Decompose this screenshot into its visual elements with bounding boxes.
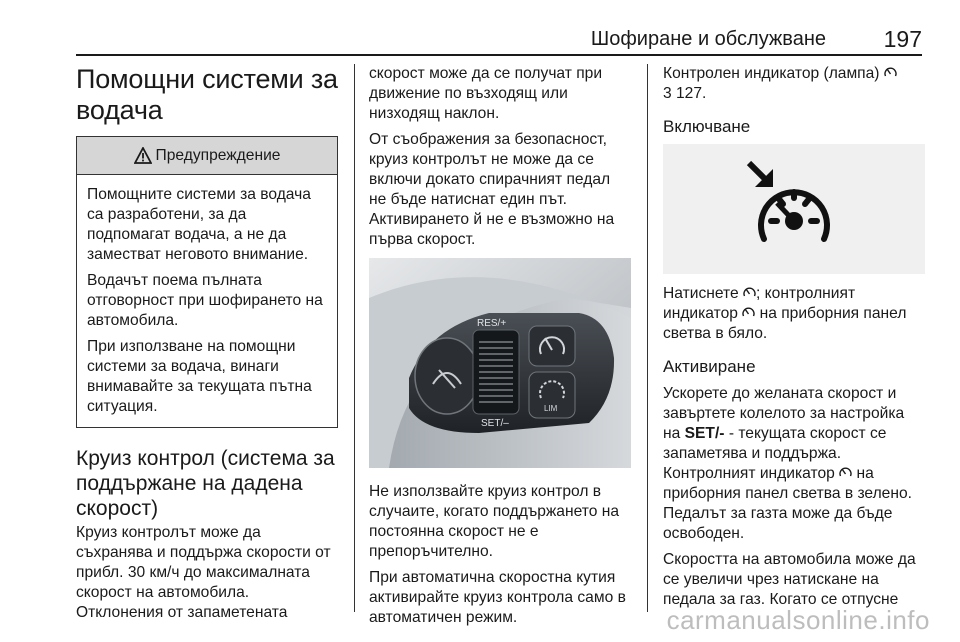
warning-box	[76, 136, 338, 428]
cruise-control-icon	[742, 306, 755, 318]
column-divider	[647, 64, 648, 612]
header-title: Шофиране и обслужване	[590, 28, 826, 50]
warning-heading: Предупреждение	[155, 146, 281, 164]
body-text: Не използвайте круиз контрол в случаите, когато поддържането на постоянна скорост не е препоръчително.	[369, 483, 619, 560]
lim-label: LIM	[544, 404, 558, 413]
page-header	[0, 0, 960, 54]
cruise-control-icon	[884, 66, 897, 78]
body-text: Натиснете ; контролният индикатор на приборния панел светва в бяло.	[663, 285, 907, 342]
body-text: скорост може да се получат при движение по възходящ или низходящ наклон.	[369, 65, 603, 122]
body-text: Скоростта на автомобила може да се увеличи чрез натискане на педала за газ. Когато се отпусне	[663, 551, 916, 608]
heading-activate: Активиране	[663, 357, 756, 376]
column-2	[369, 64, 631, 634]
column-3	[663, 64, 925, 616]
body-text: Круиз контролът може да съхранява и поддържа скорости от прибл. 30 км/ч до максималната скорост на автомобила. Отклонения от запаметената	[76, 524, 331, 621]
set-minus-label: SET/–	[481, 418, 509, 429]
section-title-driver-assist: Помощни системи за водача	[76, 64, 338, 125]
body-text: От съображения за безопасност, круиз контролът не може да се включи докато спирачният педал не бъде натиснат един път. Активирането й не е възможно на първа скорост.	[369, 131, 615, 248]
set-minus-term: SET/-	[684, 425, 725, 442]
steering-wheel-controls-photo	[369, 258, 631, 468]
column-1	[76, 64, 338, 629]
res-plus-label: RES/+	[477, 318, 507, 329]
heading-switch-on: Включване	[663, 117, 751, 136]
warning-body	[77, 175, 337, 427]
cruise-control-icon	[839, 466, 852, 478]
cruise-control-icon	[743, 286, 756, 298]
section-title-cruise-control: Круиз контрол (система за поддържане на дадена скорост)	[76, 447, 335, 520]
speedometer-arrow-icon	[739, 159, 849, 259]
cruise-control-button-illustration	[663, 144, 925, 274]
warning-text: Водачът поема пълната отговорност при шофирането на автомобила.	[87, 272, 323, 329]
column-divider	[354, 64, 355, 612]
body-text: Ускорете до желаната скорост и завъртете колелото за настройка на SET/- - текущата скорост се запаметява и поддържа. Контролният индикатор на приборния панел светва в зелено. Педалът за газта може да бъде освободен.	[663, 385, 912, 542]
warning-text: Помощните системи за водача са разработени, за да подпомагат водача, а не да заместват неговото внимание.	[87, 186, 311, 263]
body-text: При автоматична скоростна кутия активирайте круиз контрола само в автоматичен режим.	[369, 569, 626, 626]
warning-triangle-icon	[134, 147, 152, 164]
warning-header	[77, 137, 337, 175]
warning-text: При използване на помощни системи за водача, винаги внимавайте за текущата пътна ситуация.	[87, 338, 312, 415]
body-text: Контролен индикатор (лампа) 3 127.	[663, 64, 925, 104]
watermark: carmanualsonline.info	[666, 605, 930, 635]
page-number: 197	[883, 26, 922, 52]
header-rule	[76, 54, 922, 56]
page-reference: 3 127.	[663, 85, 707, 102]
